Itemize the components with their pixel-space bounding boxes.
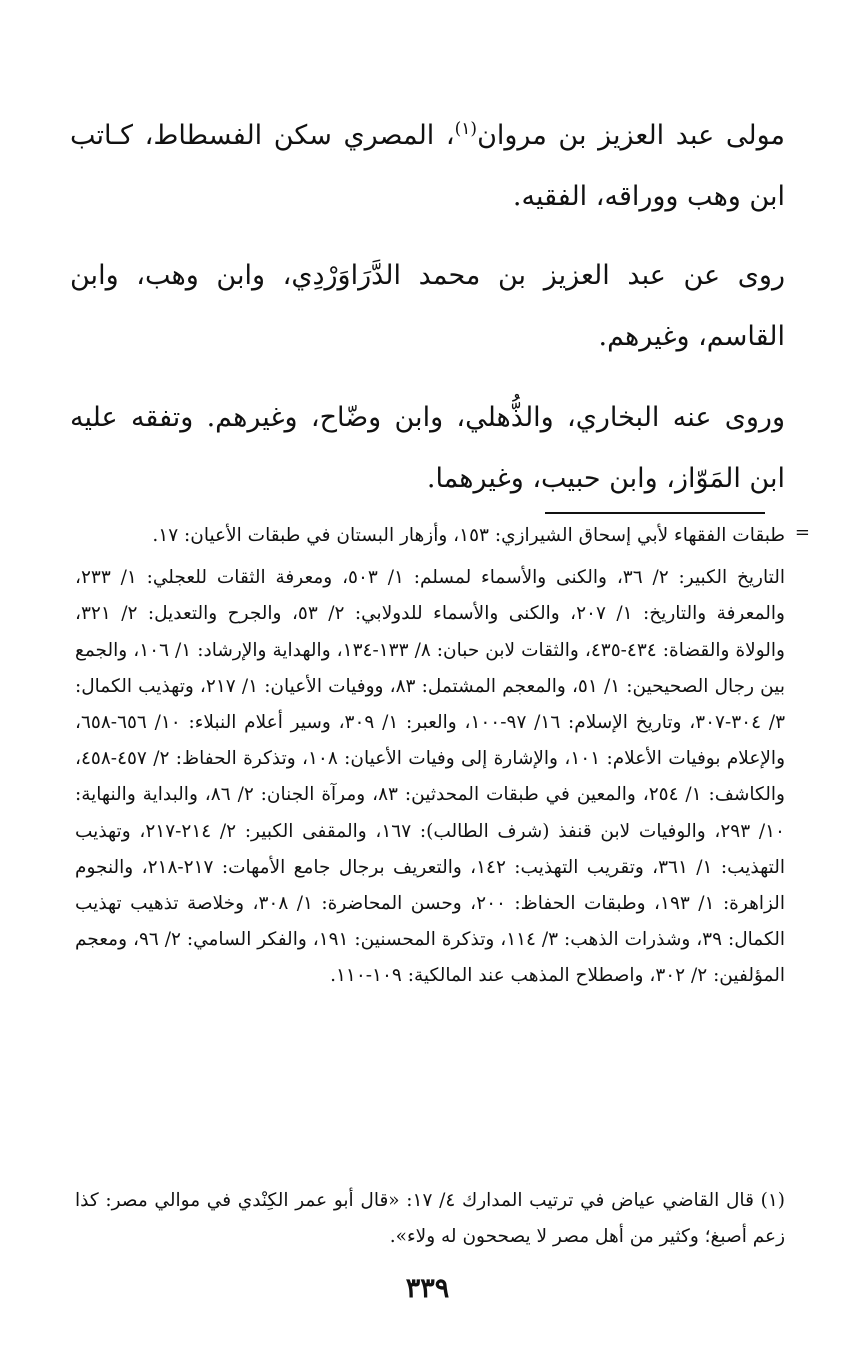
numbered-footnote [75,1183,785,1255]
footnotes [75,518,785,1001]
paragraph-text: مولى عبد العزيز بن مروان [477,120,785,151]
page-number: ٣٣٩ [405,1273,450,1304]
footnote-separator [545,512,765,514]
footnote-text: (١) قال القاضي عياض في ترتيب المدارك ٤/ ١٧: «قال أبو عمر الكِنْدي في موالي مصر: كذا زعم أصبغ؛ وكثير من أهل مصر لا يصححون له ولاء». [75,1190,785,1247]
footnote-reference: (١) [454,119,478,139]
main-text [70,105,785,529]
source-paragraph: التاريخ الكبير: ٢/ ٣٦، والكنى والأسماء لمسلم: ١/ ٥٠٣، ومعرفة الثقات للعجلي: ١/ ٢٣٣، والمعرفة والتاريخ: ١/ ٢٠٧، والكنى والأسماء للدولابي: ٢/ ٥٣، والجرح والتعديل: ٢/ ٣٢١، والولاة والقضاة: ٤٣٤-٤٣٥، والثقات لابن حبان: ٨/ ١٣٣-١٣٤، والهداية والإرشاد: ١/ ١٠٦، والجمع بين رجال الصحيحين: ١/ ٥١، والمعجم المشتمل: ٨٣، ووفيات الأعيان: ١/ ٢١٧، وتهذيب الكمال: ٣/ ٣٠٤-٣٠٧، وتاريخ الإسلام: ١٦/ ٩٧-١٠٠، والعبر: ١/ ٣٠٩، وسير أعلام النبلاء: ١٠/ ٦٥٦-٦٥٨، والإعلام بوفيات الأعلام: ١٠١، والإشارة إلى وفيات الأعيان: ١٠٨، وتذكرة الحفاظ: ٢/ ٤٥٧-٤٥٨، والكاشف: ١/ ٢٥٤، والمعين في طبقات المحدثين: ٨٣، ومرآة الجنان: ٢/ ٨٦، والبداية والنهاية: ١٠/ ٢٩٣، والوفيات لابن قنفذ (شرف الطالب): ١٦٧، والمقفى الكبير: ٢/ ٢١٤-٢١٧، وتهذيب التهذيب: ١/ ٣٦١، وتقريب التهذيب: ١٤٢، والتعريف برجال جامع الأمهات: ٢١٧-٢١٨، والنجوم الزاهرة: ١/ ١٩٣، وطبقات الحفاظ: ٢٠٠، وحسن المحاضرة: ١/ ٣٠٨، وخلاصة تذهيب تهذيب الكمال: ٣٩، وشذرات الذهب: ٣/ ١١٤، وتذكرة المحسنين: ١٩١، والفكر السامي: ٢/ ٩٦، ومعجم المؤلفين: ٢/ ٣٠٢، واصطلاح المذهب عند المالكية: ١٠٩-١١٠. [75,567,785,987]
main-paragraph [70,105,785,227]
paragraph-text: ، المصري سكن الفسطاط، كـاتب ابن وهب ووراقه، الفقيه. [70,120,785,212]
main-paragraph: روى عن عبد العزيز بن محمد الدَّرَاوَرْدِي، وابن وهب، وابن القاسم، وغيرهم. [70,260,785,352]
main-paragraph: وروى عنه البخاري، والذُّهلي، وابن وضّاح، وغيرهم. وتفقه عليه ابن المَوّاز، وابن حبيب، وغيرهما. [70,402,785,494]
source-paragraph: طبقات الفقهاء لأبي إسحاق الشيرازي: ١٥٣، وأزهار البستان في طبقات الأعيان: ١٧. [152,525,785,546]
footnote-continuation-marker: = [794,522,810,543]
